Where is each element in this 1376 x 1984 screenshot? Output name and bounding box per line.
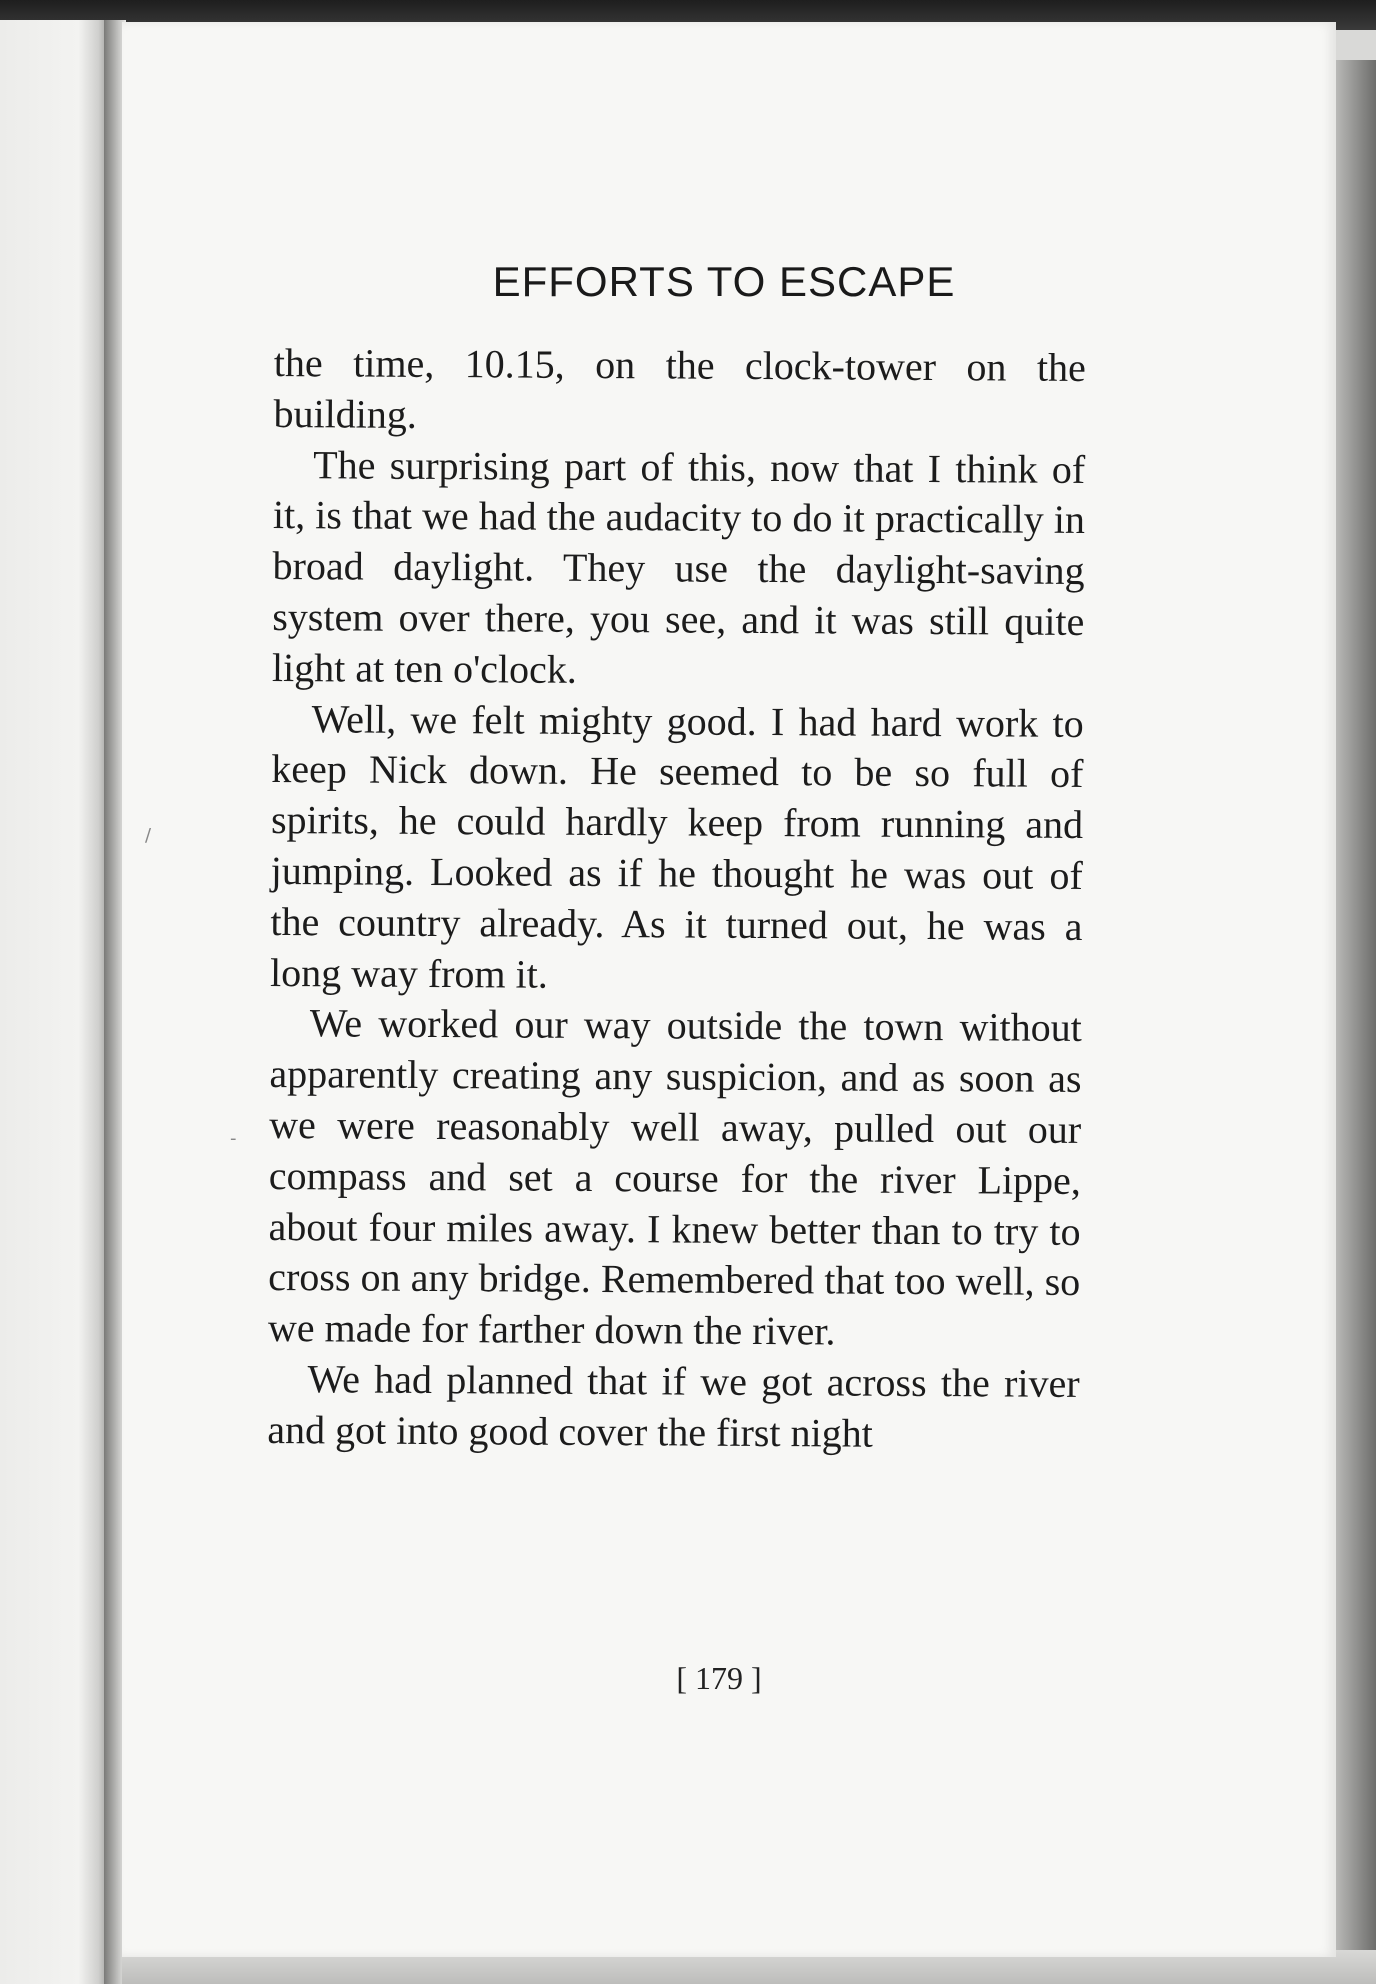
paragraph: Well, we felt mighty good. I had hard work to keep Nick down. He seemed to be so full of spirits, he could hardly keep from running and jumping. Looked as if he thought he was out of the country already. As it turned out, he was a long way from it. <box>269 695 1084 997</box>
book-page <box>122 22 1336 1957</box>
body-text <box>267 338 1086 1460</box>
pencil-mark: - <box>230 1128 237 1149</box>
page-number: [ 179 ] <box>676 1660 762 1696</box>
paragraph: The surprising part of this, now that I think of it, is that we had the audacity to do it practically in broad daylight. They use the daylight-saving system over there, you see, and it was still quite light at ten o'clock. <box>271 441 1086 692</box>
page-stack-edge <box>1336 60 1376 1984</box>
facing-page-edge <box>0 20 112 1984</box>
pencil-mark: / <box>145 825 152 846</box>
paragraph: We had planned that if we got across the river and got into good cover the first night <box>267 1356 1080 1456</box>
running-head: EFFORTS TO ESCAPE <box>492 258 956 305</box>
paragraph: We worked our way outside the town without apparently creating any suspicion, and as soon as we were reasonably well away, pulled out our compass and set a course for the river Lippe, about four miles away. I knew better than to try to cross on any bridge. Remembered that too well, so we made for farther down the river. <box>267 1000 1082 1354</box>
paragraph: the time, 10.15, on the clock-tower on the building. <box>273 339 1086 437</box>
